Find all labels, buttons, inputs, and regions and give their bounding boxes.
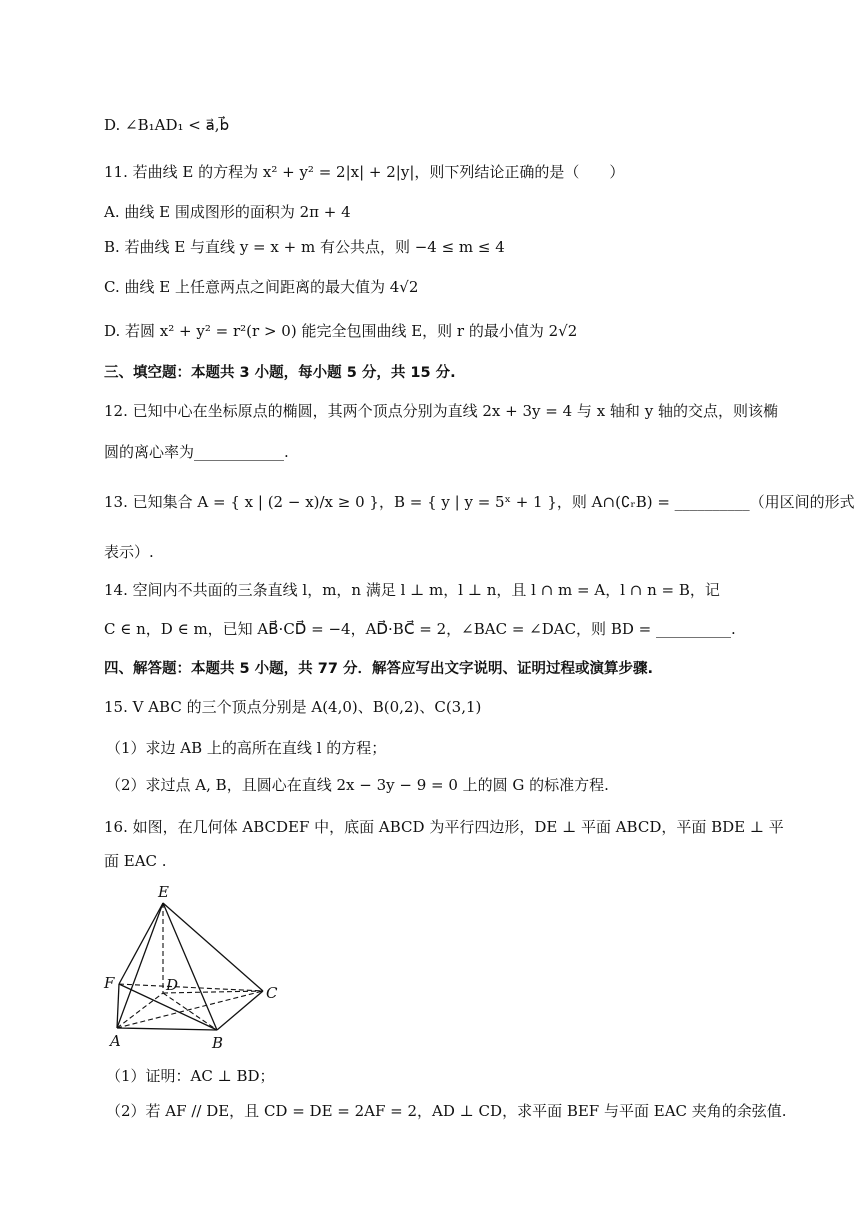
edge-AB — [117, 1028, 217, 1030]
label-A: A — [110, 1032, 121, 1050]
label-D: D — [166, 976, 179, 994]
label-E: E — [158, 883, 169, 901]
question-12-line1: 12. 已知中心在坐标原点的椭圆，其两个顶点分别为直线 2x + 3y = 4 与 x 轴和 y 轴的交点，则该椭 — [104, 402, 778, 420]
question-12-line2: 圆的离心率为____________. — [104, 443, 289, 461]
label-F: F — [104, 974, 115, 992]
question-14-line2: C ∈ n，D ∈ m，已知 AB⃗·CD⃗ = −4，AD⃗·BC⃗ = 2，∠BAC = ∠DAC，则 BD = __________. — [104, 620, 736, 638]
question-16-part1: （1）证明：AC ⊥ BD； — [106, 1067, 275, 1085]
option-11c: C. 曲线 E 上任意两点之间距离的最大值为 4√2 — [104, 278, 419, 296]
option-11a: A. 曲线 E 围成图形的面积为 2π + 4 — [104, 203, 351, 221]
option-11b: B. 若曲线 E 与直线 y = x + m 有公共点，则 −4 ≤ m ≤ 4 — [104, 238, 505, 256]
question-13-line1: 13. 已知集合 A = { x | (2 − x)/x ≥ 0 }，B = { y | y = 5ˣ + 1 }，则 A∩(∁ᵣB) = __________（用区间的形式 — [104, 493, 855, 511]
option-10d: D. ∠B₁AD₁ < a⃗,b⃗ — [104, 116, 230, 134]
question-11: 11. 若曲线 E 的方程为 x² + y² = 2|x| + 2|y|，则下列结论正确的是（ ） — [104, 163, 625, 181]
label-C: C — [266, 984, 278, 1002]
geometry-figure — [100, 880, 300, 1055]
section-4-heading: 四、解答题：本题共 5 小题，共 77 分．解答应写出文字说明、证明过程或演算步骤. — [104, 661, 653, 677]
question-16-line2: 面 EAC . — [104, 852, 167, 870]
question-15-part1: （1）求边 AB 上的高所在直线 l 的方程； — [106, 739, 387, 757]
question-16-line1: 16. 如图，在几何体 ABCDEF 中，底面 ABCD 为平行四边形，DE ⊥ 平面 ABCD，平面 BDE ⊥ 平 — [104, 818, 784, 836]
option-11d: D. 若圆 x² + y² = r²(r > 0) 能完全包围曲线 E，则 r 的最小值为 2√2 — [104, 322, 578, 340]
edge-BC — [217, 991, 263, 1030]
section-3-heading: 三、填空题：本题共 3 小题，每小题 5 分，共 15 分. — [104, 365, 456, 381]
edge-EF — [119, 903, 163, 984]
question-13-line2: 表示）. — [104, 543, 154, 561]
edge-FA — [117, 984, 119, 1028]
edge-EA — [117, 903, 163, 1028]
question-15-part2: （2）求过点 A, B，且圆心在直线 2x − 3y − 9 = 0 上的圆 G 的标准方程. — [106, 776, 609, 794]
edge-FC — [119, 984, 263, 991]
question-15: 15. V ABC 的三个顶点分别是 A(4,0)、B(0,2)、C(3,1) — [104, 698, 482, 716]
question-16-part2: （2）若 AF // DE，且 CD = DE = 2AF = 2，AD ⊥ CD，求平面 BEF 与平面 EAC 夹角的余弦值. — [106, 1102, 787, 1120]
question-14-line1: 14. 空间内不共面的三条直线 l，m，n 满足 l ⊥ m，l ⊥ n，且 l ∩ m = A，l ∩ n = B，记 — [104, 581, 720, 599]
label-B: B — [212, 1034, 224, 1052]
